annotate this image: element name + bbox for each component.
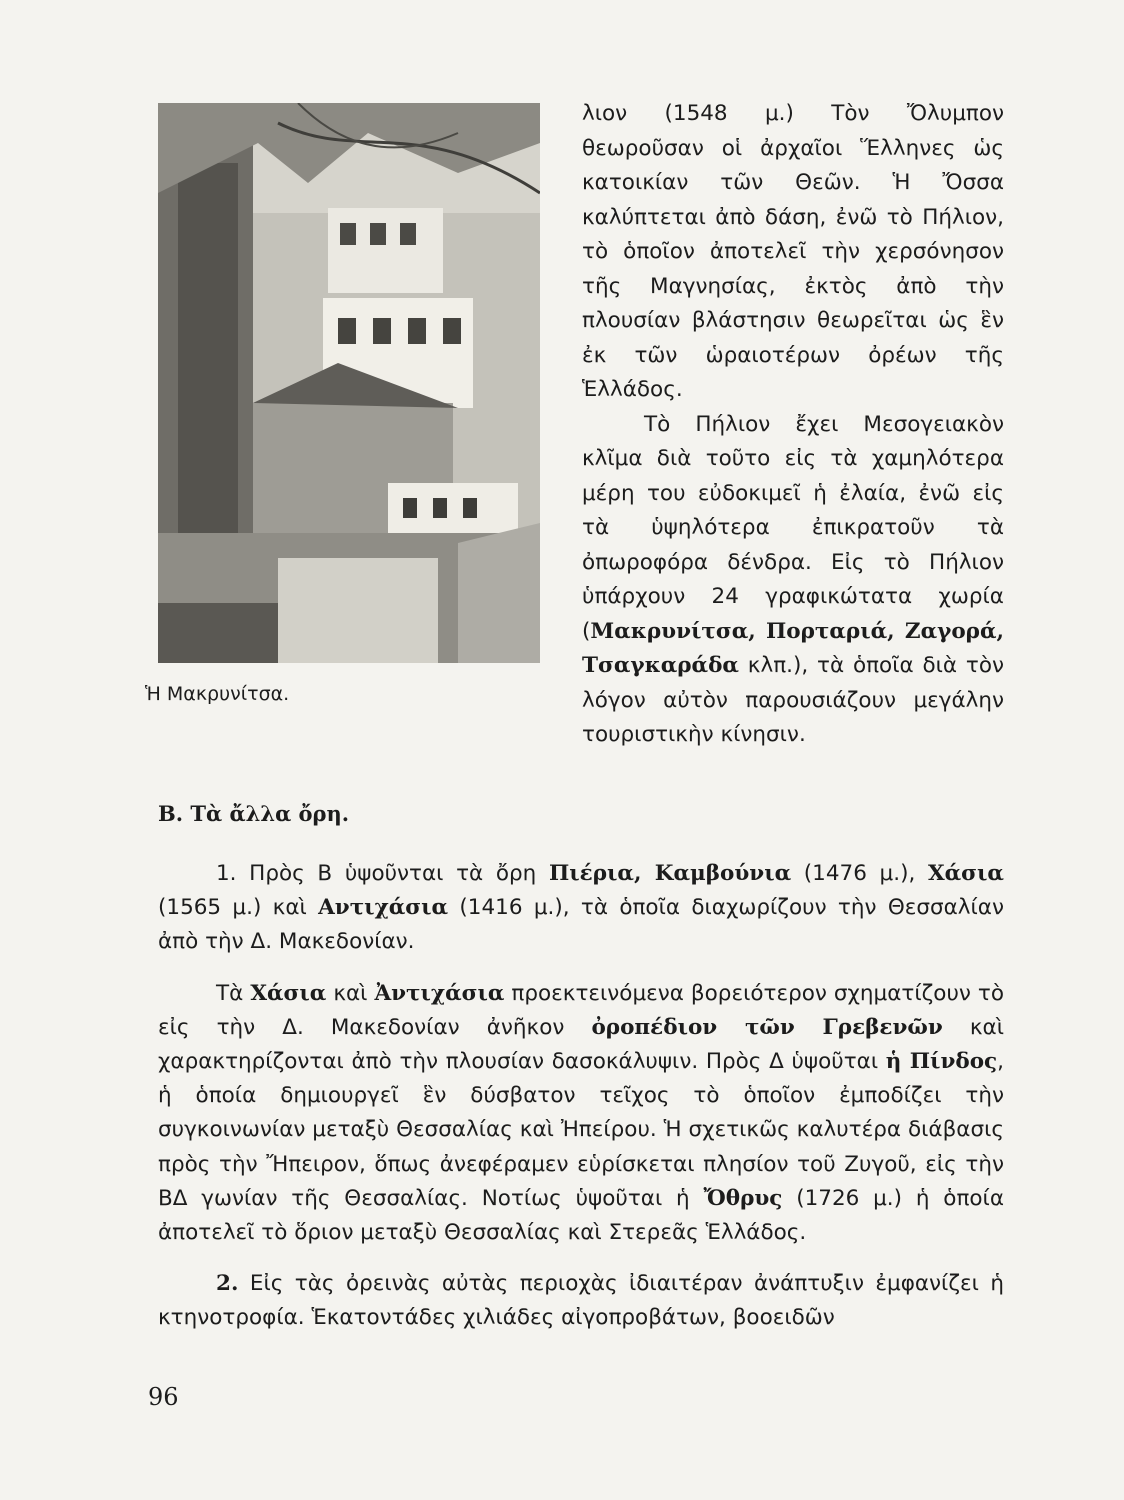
page-number: 96: [148, 1383, 179, 1411]
bold-term: Αντιχάσια: [318, 895, 449, 921]
text-run: 1. Πρὸς Β ὑψοῦνται τὰ ὄρη: [216, 861, 549, 886]
paragraph: [158, 977, 1004, 1251]
paragraph: [158, 857, 1004, 960]
text-run: (1476 μ.),: [791, 861, 928, 886]
bold-term: Πιέρια, Καμβούνια: [548, 861, 792, 886]
text-run: (1416 μ.), τὰ ὁποῖα διαχωρίζουν τὴν Θεσσαλίαν ἀπὸ τὴν Δ. Μακεδονίαν.: [158, 895, 1004, 955]
bold-term: Χάσια: [927, 861, 1004, 886]
makrynitsa-photo-image: [158, 103, 540, 663]
bold-term: Χάσια: [250, 980, 327, 1006]
item-number: 2.: [216, 1271, 239, 1297]
section-heading: Β. Τὰ ἄλλα ὄρη.: [158, 801, 350, 826]
photo-caption: Ἡ Μακρυνίτσα.: [145, 683, 290, 705]
text-run: καὶ: [326, 980, 375, 1006]
text-run: Τὸ Πήλιον ἔχει Μεσογειακὸν κλῖμα διὰ τοῦτο εἰς τὰ χαμηλότερα μέρη του εὐδοκιμεῖ ἡ ἐλαία, ἐνῶ εἰς τὰ ὑψηλότερα ἐπικρατοῦν τὰ ὀπωροφόρα δένδρα. Εἰς τὸ Πήλιον ὑπάρχουν 24 γραφικώτατα χωρία (: [582, 411, 1004, 644]
bold-term: ὀροπέδιον τῶν Γρεβενῶν: [591, 1014, 943, 1040]
text-run: καὶ χαρακτηρίζονται ἀπὸ τὴν πλουσίαν δασοκάλυψιν. Πρὸς Δ ὑψοῦται: [158, 1014, 1005, 1075]
village-names: Μακρυνίτσα, Πορταριά, Ζαγορά, Τσαγκαράδα: [582, 618, 1004, 678]
bold-term: Ὄθρυς: [703, 1185, 783, 1211]
text-run: Τὰ: [216, 980, 251, 1006]
makrynitsa-photo: [158, 103, 540, 663]
text-run: Εἰς τὰς ὀρεινὰς αὐτὰς περιοχὰς ἰδιαιτέραν ἀνάπτυξιν ἐμφανίζει ἡ κτηνοτροφία. Ἑκατοντάδες χιλιάδες αἰγοπροβάτων, βοοειδῶν: [158, 1271, 1004, 1331]
right-text-column: [582, 97, 1004, 753]
main-text-column: [158, 857, 1004, 1336]
paragraph: [158, 1267, 1004, 1335]
text-run: κλπ.), τὰ ὁποῖα διὰ τὸν λόγον αὐτὸν παρουσιάζουν μεγάλην τουριστικὴν κίνησιν.: [582, 653, 1004, 747]
text-run: , ἡ ὁποία δημιουργεῖ ἓν δύσβατον τεῖχος τὸ ὁποῖον ἐμποδίζει τὴν συγκοινωνίαν μεταξὺ Θεσσαλίας καὶ Ἠπείρου. Ἡ σχετικῶς καλυτέρα διάβασις πρὸς τὴν Ἤπειρον, ὅπως ἀνεφέραμεν εὑρίσκεται πλησίον τοῦ Ζυγοῦ, εἰς τὴν ΒΔ γωνίαν τῆς Θεσσαλίας. Νοτίως ὑψοῦται ἡ: [158, 1049, 1004, 1211]
bold-term: ἡ Πίνδος: [885, 1049, 998, 1075]
text-run: (1726 μ.) ἡ ὁποία ἀποτελεῖ τὸ ὅριον μεταξὺ Θεσσαλίας καὶ Στερεᾶς Ἑλλάδος.: [158, 1185, 1004, 1246]
bold-term: Ἀντιχάσια: [374, 980, 505, 1006]
text-run: (1565 μ.) καὶ: [158, 895, 319, 921]
text-run: προεκτεινόμενα βορειότερον σχηματίζουν τὸ εἰς τὴν Δ. Μακεδονίαν ἀνῆκον: [158, 980, 1005, 1040]
paragraph: [582, 408, 1004, 753]
paragraph: λιον (1548 μ.) Τὸν Ὄλυμπον θεωροῦσαν οἱ ἀρχαῖοι Ἕλληνες ὡς κατοικίαν τῶν Θεῶν. Ἡ Ὄσσα καλύπτεται ἀπὸ δάση, ἐνῶ τὸ Πήλιον, τὸ ὁποῖον ἀποτελεῖ τὴν χερσόνησον τῆς Μαγνησίας, ἐκτὸς ἀπὸ τὴν πλουσίαν βλάστησιν θεωρεῖται ὡς ἓν ἐκ τῶν ὡραιοτέρων ὀρέων τῆς Ἑλλάδος.: [582, 101, 1004, 402]
